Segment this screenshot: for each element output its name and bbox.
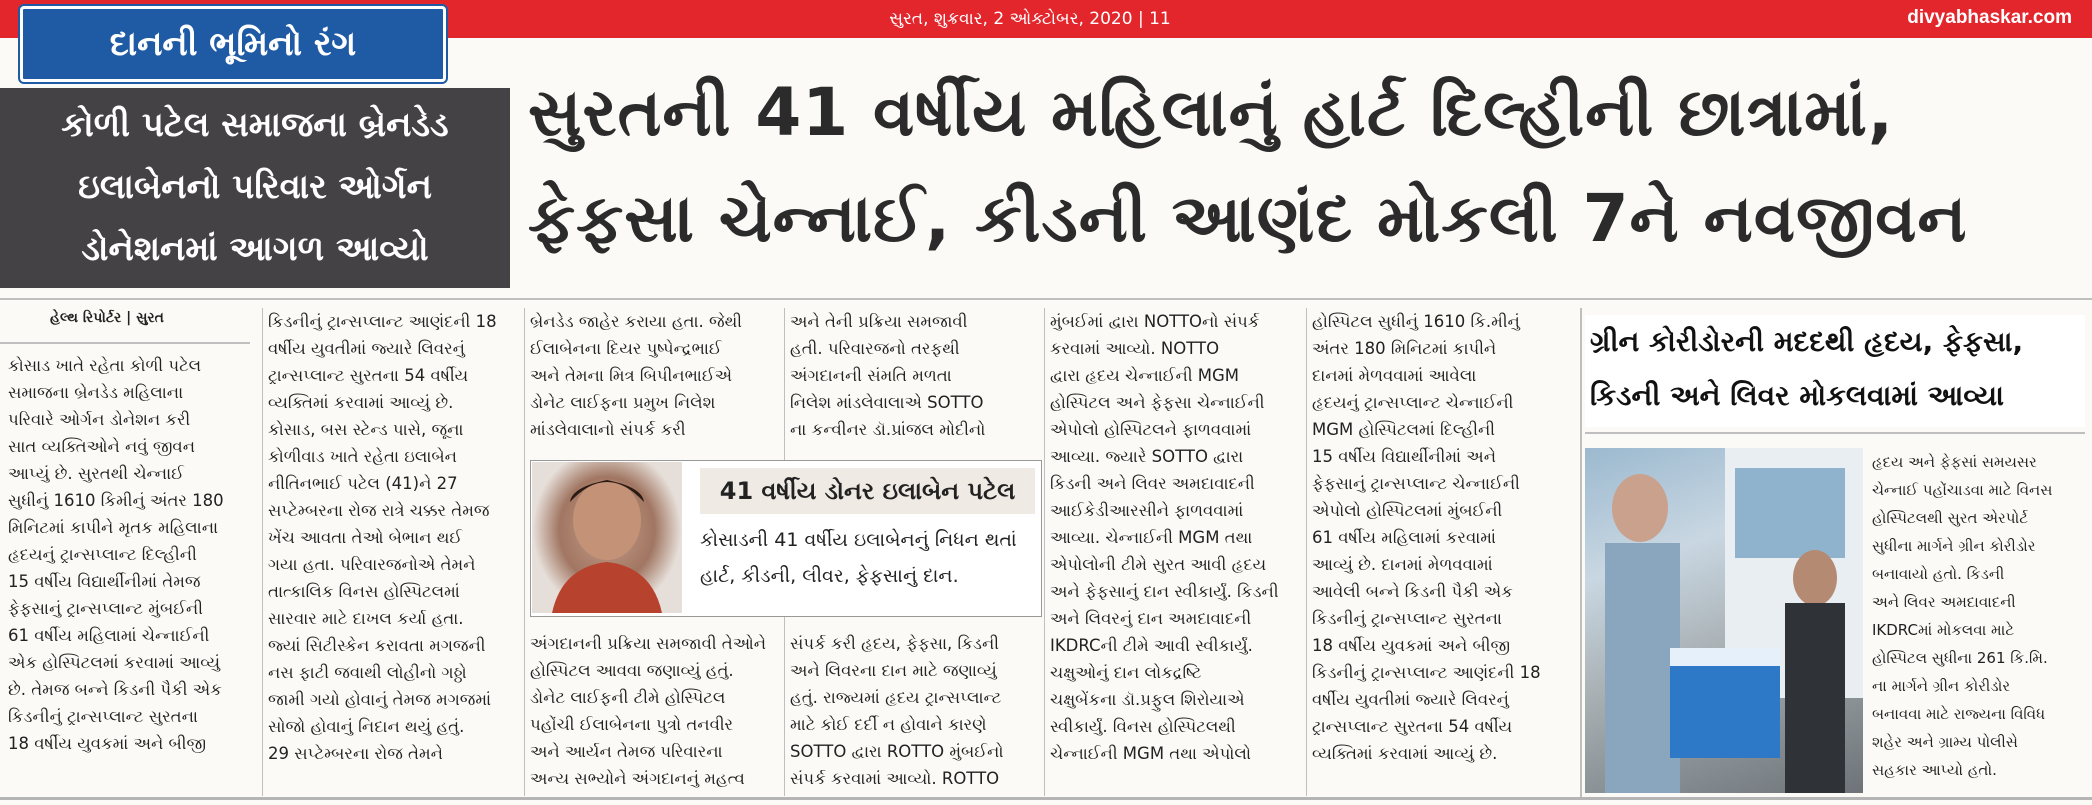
deck-line: કોળી પટેલ સમાજના બ્રેનડેડ — [61, 105, 449, 145]
article-line: હતી. પરિવારજનો તરફથી — [790, 339, 960, 358]
article-line: કિડનીનું ટ્રાન્સપ્લાન્ટ સુરતના — [1312, 609, 1502, 628]
column-rule — [1306, 308, 1307, 796]
article-line: 15 વર્ષીય વિદ્યાર્થીનીમાં અને — [1312, 447, 1496, 466]
article-line: છે. તેમજ બન્ને કિડની પૈકી એક — [8, 680, 222, 699]
article-line: આવ્યું છે. દાનમાં મેળવવામાં — [1312, 555, 1493, 574]
sidebar-line: અને લિવર અમદાવાદની — [1872, 593, 2016, 611]
article-line: ના કન્વીનર ડૉ.પ્રાંજલ મોદીનો — [790, 420, 986, 439]
article-line: માંડલેવાલાનો સંપર્ક કરી — [530, 420, 686, 439]
article-line: અંતર 180 મિનિટમાં કાપીને — [1312, 339, 1497, 358]
sidebar-line: ના માર્ગને ગ્રીન કોરીડોર — [1872, 677, 2011, 695]
section-brand-label: દાનની ભૂમિનો રંગ — [109, 24, 357, 64]
article-line: નસ ફાટી જવાથી લોહીનો ગઠ્ઠો — [268, 663, 467, 682]
article-line: નીતિનભાઈ પટેલ (41)ને 27 — [268, 474, 458, 493]
article-line: કોળીવાડ ખાતે રહેતા ઇલાબેન — [268, 447, 457, 466]
headline-rule — [0, 298, 2092, 300]
article-line: અને લિવરના દાન માટે જણાવ્યું — [790, 661, 997, 680]
article-line: 18 વર્ષીય યુવકમાં અને બીજી — [1312, 636, 1511, 655]
sidebar-line: સહકાર આપ્યો હતો. — [1872, 761, 1997, 779]
article-line: કોસાડ, બસ સ્ટેન્ડ પાસે, જૂના — [268, 420, 464, 439]
article-line: હતું. રાજ્યમાં હૃદય ટ્રાન્સપ્લાન્ટ — [790, 688, 1002, 707]
donor-photo — [532, 462, 682, 613]
sidebar-line: હૃદય અને ફેફસાં સમયસર — [1872, 453, 2037, 471]
article-line: ચક્ષુબેંકના ડૉ.પ્રફુલ શિરોયાએ — [1050, 690, 1245, 709]
section-brand-box — [20, 6, 446, 82]
article-line: સારવાર માટે દાખલ કર્યા હતા. — [268, 609, 464, 628]
article-line: માટે કોઈ દર્દી ન હોવાને કારણે — [790, 715, 987, 734]
article-line: દાનમાં મેળવવામાં આવેલા — [1312, 366, 1477, 385]
article-line: સાત વ્યક્તિઓને નવું જીવન — [8, 437, 195, 456]
article-line: 61 વર્ષીય મહિલામાં ચેન્નાઈની — [8, 626, 210, 645]
article-line: બ્રેનડેડ જાહેર કરાયા હતા. જેથી — [530, 312, 743, 331]
deck-box — [0, 88, 510, 288]
page-bottom-rule — [0, 797, 2092, 800]
article-line: MGM હોસ્પિટલમાં દિલ્હીની — [1312, 420, 1495, 439]
date-line: સુરત, શુક્રવાર, 2 ઓક્ટોબર, 2020 | 11 — [889, 9, 1171, 29]
article-line: હોસ્પિટલ આવવા જણાવ્યું હતું. — [530, 661, 734, 680]
deck-line: ઇલાબેનનો પરિવાર ઓર્ગન — [78, 167, 432, 207]
article-line: એક હોસ્પિટલમાં કરવામાં આવ્યું — [8, 653, 221, 672]
article-line: પરિવારે ઓર્ગન ડોનેશન કરી — [8, 410, 191, 429]
article-line: સમાજના બ્રેનડેડ મહિલાના — [8, 383, 184, 402]
article-column — [790, 630, 1040, 792]
article-column — [268, 308, 518, 767]
sidebar-heading — [1585, 315, 2085, 427]
article-line: જામી ગયો હોવાનું તેમજ મગજમાં — [268, 690, 492, 709]
article-line: સપ્ટેમ્બરના રોજ રાત્રે ચક્કર તેમજ — [268, 501, 490, 520]
article-line: તાત્કાલિક વિનસ હોસ્પિટલમાં — [268, 582, 460, 601]
green-corridor-photo — [1585, 448, 1863, 793]
article-line: કિડનીનું ટ્રાન્સપ્લાન્ટ આણંદની 18 — [1312, 663, 1541, 682]
column-rule — [524, 308, 525, 796]
sidebar-line: IKDRCમાં મોકલવા માટે — [1872, 621, 2015, 639]
headline-line-1: સુરતની 41 વર્ષીય મહિલાનું હાર્ટ દિલ્હીની છાત્રામાં, — [528, 74, 1894, 151]
article-line: એપોલો હોસ્પિટલને ફાળવવામાં — [1050, 420, 1252, 439]
headline-line-2: ફેફસા ચેન્નાઈ, કીડની આણંદ મોકલી 7ને નવજીવન — [528, 180, 1968, 257]
site-url[interactable]: divyabhaskar.com — [1907, 7, 2072, 28]
sidebar-line: સુધીના માર્ગને ગ્રીન કોરીડોર — [1872, 537, 2036, 555]
sidebar-line: હોસ્પિટલ સુધીના 261 કિ.મિ. — [1872, 649, 2048, 667]
article-line: IKDRCની ટીમે આવી સ્વીકાર્યું. — [1050, 636, 1253, 655]
article-line: મુંબઈમાં દ્વારા NOTTOનો સંપર્ક — [1050, 312, 1260, 331]
article-line: અને તેની પ્રક્રિયા સમજાવી — [790, 312, 968, 331]
article-line: 15 વર્ષીય વિદ્યાર્થીનીમાં તેમજ — [8, 572, 201, 591]
article-line: કરવામાં આવ્યો. NOTTO — [1050, 339, 1220, 358]
article-line: કોસાડ ખાતે રહેતા કોળી પટેલ — [8, 356, 202, 375]
article-column — [790, 308, 1040, 443]
article-line: કિડની અને લિવર અમદાવાદની — [1050, 474, 1255, 493]
article-line: ટ્રાન્સપ્લાન્ટ સુરતના 54 વર્ષીય — [1312, 717, 1513, 736]
article-line: આવેલી બન્ને કિડની પૈકી એક — [1312, 582, 1513, 601]
article-line: 18 વર્ષીય યુવકમાં અને બીજી — [8, 734, 207, 753]
article-line: એપોલોની ટીમે સુરત આવી હૃદય — [1050, 555, 1267, 574]
article-line: હૃદયનું ટ્રાન્સપ્લાન્ટ ચેન્નાઈની — [1312, 393, 1514, 412]
article-line: અન્ય સભ્યોને અંગદાનનું મહત્વ — [530, 769, 745, 788]
sidebar-line: હોસ્પિટલથી સુરત એરપોર્ટ — [1872, 509, 2029, 527]
article-column — [1050, 308, 1300, 767]
article-line: સુધીનું 1610 કિમીનું અંતર 180 — [8, 491, 224, 510]
article-line: જ્યાં સિટીસ્કેન કરાવતા મગજની — [268, 636, 486, 655]
article-line: ખેંચ આવતા તેઓ બેભાન થઈ — [268, 528, 463, 547]
article-column — [530, 308, 780, 443]
article-line: ટ્રાન્સપ્લાન્ટ સુરતના 54 વર્ષીય — [268, 366, 469, 385]
column-rule — [1044, 308, 1045, 796]
article-line: ફેફસાનું ટ્રાન્સપ્લાન્ટ મુંબઈની — [8, 599, 203, 618]
article-line: દ્વારા હૃદય ચેન્નાઈની MGM — [1050, 366, 1240, 385]
article-line: સ્વીકાર્યું. વિનસ હોસ્પિટલથી — [1050, 717, 1236, 736]
sidebar-line: ચેન્નાઈ પહોંચાડવા માટે વિનસ — [1872, 481, 2053, 499]
article-line: મિનિટમાં કાપીને મૃતક મહિલાના — [8, 518, 219, 537]
article-line: અને તેમના મિત્ર બિપીનભાઈએ — [530, 366, 732, 385]
article-column — [1312, 308, 1574, 767]
article-line: ઈલાબેનના દિયર પુષ્પેન્દ્રભાઈ — [530, 339, 722, 358]
article-line: ફેફસાનું ટ્રાન્સપ્લાન્ટ ચેન્નાઈની — [1312, 474, 1520, 493]
donor-caption-line: કોસાડની 41 વર્ષીય ઇલાબેનનું નિધન થતાં — [700, 529, 1017, 551]
article-line: વર્ષીય યુવતીમાં જ્યારે લિવરનું — [268, 339, 465, 358]
sidebar-line: બનાવાયો હતો. કિડની — [1872, 565, 2005, 583]
article-line: વર્ષીય યુવતીમાં જ્યારે લિવરનું — [1312, 690, 1509, 709]
article-line: નિલેશ માંડલેવાલાએ SOTTO — [790, 393, 984, 412]
article-column — [8, 352, 258, 757]
ambulance-scene-icon — [1585, 448, 1863, 793]
article-line: ચેન્નાઈની MGM તથા એપોલો — [1050, 744, 1252, 763]
article-line: ડોનેટ લાઈફના પ્રમુખ નિલેશ — [530, 393, 716, 412]
article-line: અને આર્યન તેમજ પરિવારના — [530, 742, 723, 761]
sidebar-heading-line: ગ્રીન કોરીડોરની મદદથી હૃદય, ફેફસા, — [1590, 325, 2024, 358]
sidebar-line: બનાવવા માટે રાજ્યના વિવિધ — [1872, 705, 2046, 723]
article-line: અને લિવરનું દાન અમદાવાદની — [1050, 609, 1252, 628]
article-column — [530, 630, 780, 792]
donor-caption — [700, 522, 1035, 594]
article-line: કિડનીનું ટ્રાન્સપ્લાન્ટ સુરતના — [8, 707, 198, 726]
sidebar-heading-line: કિડની અને લિવર મોકલવામાં આવ્યા — [1590, 379, 2004, 412]
article-line: હોસ્પિટલ સુધીનું 1610 કિ.મીનું — [1312, 312, 1520, 331]
donor-caption-line: હાર્ટ, કીડની, લીવર, ફેફસાનું દાન. — [700, 565, 959, 587]
article-line: ડોનેટ લાઈફની ટીમે હોસ્પિટલ — [530, 688, 726, 707]
byline-rule — [0, 342, 250, 344]
donor-portrait-icon — [532, 462, 682, 613]
sidebar-divider — [1580, 308, 1582, 798]
article-line: ગયા હતા. પરિવારજનોએ તેમને — [268, 555, 476, 574]
deck-line: ડોનેશનમાં આગળ આવ્યો — [81, 229, 429, 269]
article-line: આવ્યા. જ્યારે SOTTO દ્વારા — [1050, 447, 1244, 466]
article-line: 61 વર્ષીય મહિલામાં કરવામાં — [1312, 528, 1496, 547]
article-line: SOTTO દ્વારા ROTTO મુંબઈનો — [790, 742, 1004, 761]
article-line: અને ફેફસાનું દાન સ્વીકાર્યું. કિડની — [1050, 582, 1279, 601]
article-line: વ્યક્તિમાં કરવામાં આવ્યું છે. — [268, 393, 454, 412]
article-line: આપ્યું છે. સુરતથી ચેન્નાઈ — [8, 464, 184, 483]
article-line: હૃદયનું ટ્રાન્સપ્લાન્ટ દિલ્હીની — [8, 545, 197, 564]
article-line: સંપર્ક કરવામાં આવ્યો. ROTTO — [790, 769, 1000, 788]
article-line: અંગદાનની પ્રક્રિયા સમજાવી તેઓને — [530, 634, 767, 653]
article-line: સંપર્ક કરી હૃદય, ફેફસા, કિડની — [790, 634, 999, 653]
donor-name: 41 વર્ષીય ડોનર ઇલાબેન પટેલ — [700, 468, 1035, 514]
article-line: ચક્ષુઓનું દાન લોકદ્રષ્ટિ — [1050, 663, 1202, 682]
article-line: 29 સપ્ટેમ્બરના રોજ તેમને — [268, 744, 443, 763]
article-line: આવ્યા. ચેન્નાઈની MGM તથા — [1050, 528, 1253, 547]
sidebar-line: શહેર અને ગ્રામ્ય પોલીસે — [1872, 733, 2018, 751]
byline: હેલ્થ રિપોર્ટર | સુરત — [50, 310, 164, 326]
article-line: વ્યક્તિમાં કરવામાં આવ્યું છે. — [1312, 744, 1498, 763]
sidebar-head-rule — [1585, 432, 2085, 434]
article-line: હોસ્પિટલ અને ફેફસા ચેન્નાઈની — [1050, 393, 1265, 412]
article-line: સોજો હોવાનું નિદાન થયું હતું. — [268, 717, 465, 736]
article-line: અંગદાનની સંમતિ મળતા — [790, 366, 952, 385]
column-rule — [262, 308, 263, 796]
article-line: પહોંચી ઈલાબેનના પુત્રો તનવીર — [530, 715, 734, 734]
article-line: કિડનીનું ટ્રાન્સપ્લાન્ટ આણંદની 18 — [268, 312, 497, 331]
article-line: એપોલો હોસ્પિટલમાં મુંબઈની — [1312, 501, 1503, 520]
sidebar-text — [1872, 448, 2087, 784]
article-line: આઈકેડીઆરસીને ફાળવવામાં — [1050, 501, 1244, 520]
